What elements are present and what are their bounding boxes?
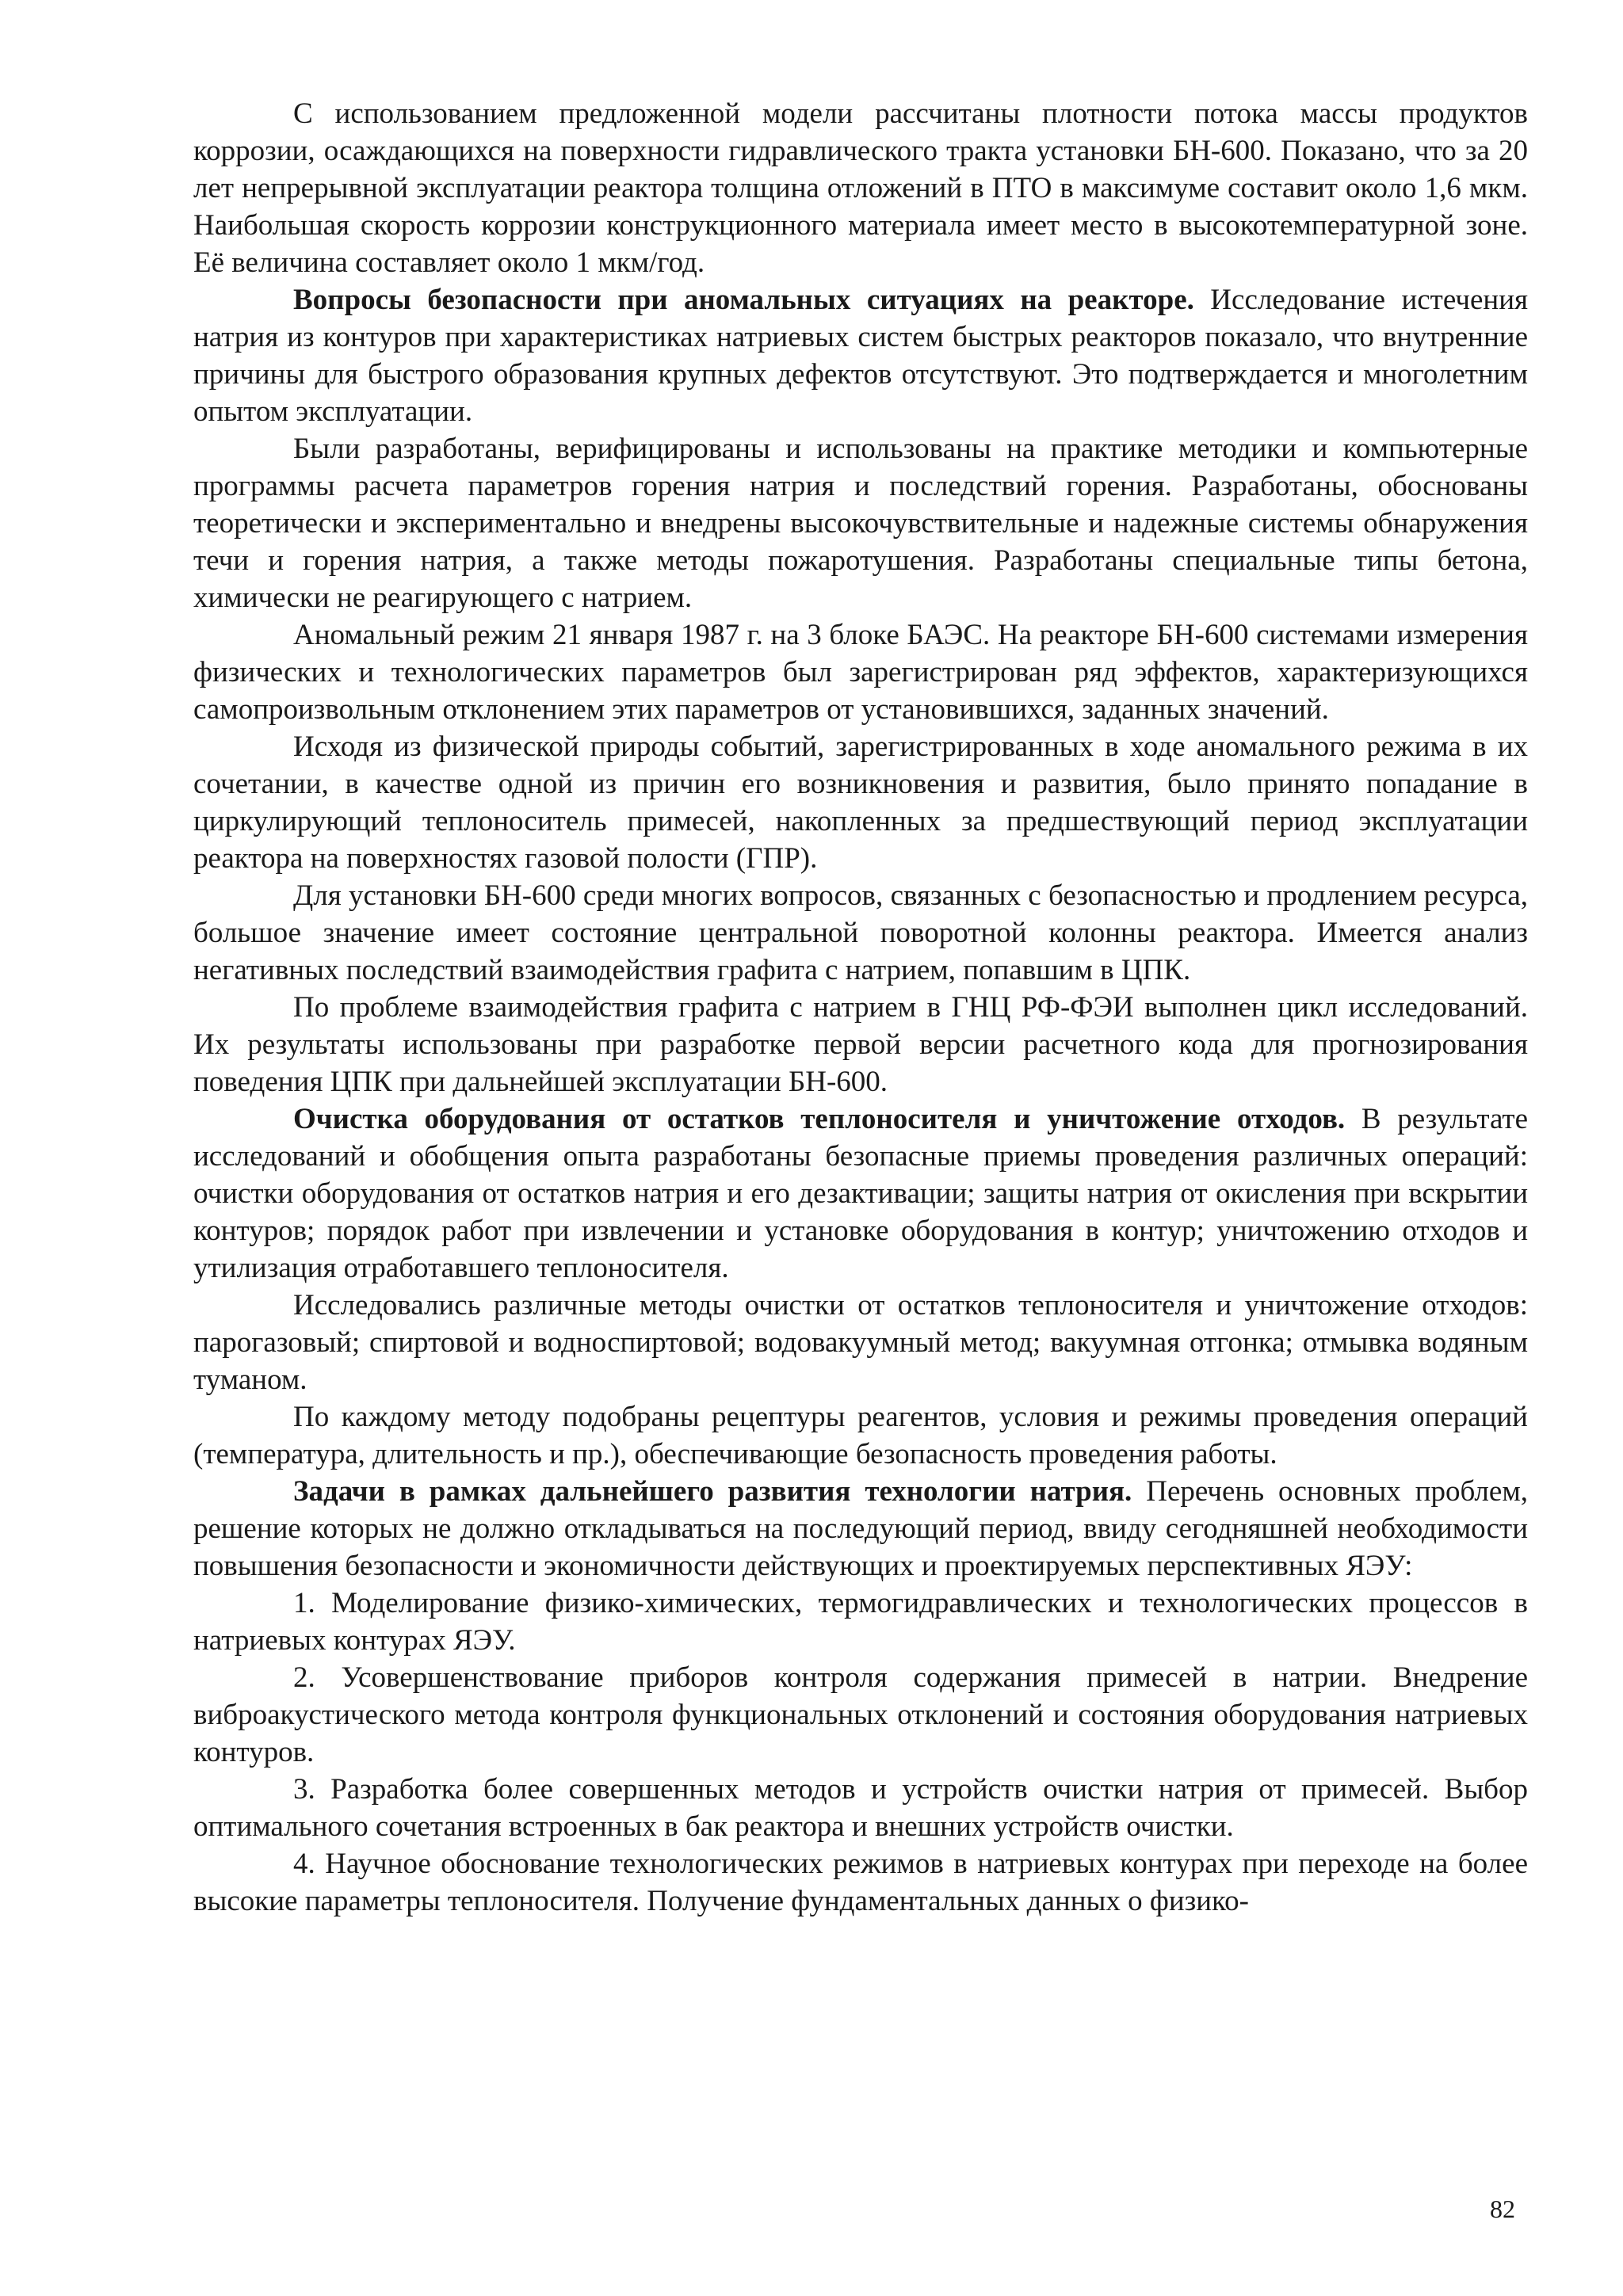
paragraph-text: 2. Усовершенствование приборов контроля содержания примесей в натрии. Внедрение виброакустического метода контроля функциональных отклонений и состояния оборудования натриевых контуров.	[193, 1661, 1528, 1768]
paragraph-text: 3. Разработка более совершенных методов и устройств очистки натрия от примесей. Выбор оптимального сочетания встроенных в бак реактора и внешних устройств очистки.	[193, 1773, 1528, 1843]
paragraph-text: Исследовались различные методы очистки от остатков теплоносителя и уничтожение отходов: парогазовый; спиртовой и водноспиртовой; водовакуумный метод; вакуумная отгонка; отмывка водяным туманом.	[193, 1289, 1528, 1396]
paragraph	[193, 616, 1528, 728]
paragraph-text: Исходя из физической природы событий, зарегистрированных в ходе аномального режима в их сочетании, в качестве одной из причин его возникновения и развития, было принято попадание в циркулирующий теплоноситель примесей, накопленных за предшествующий период эксплуатации реактора на поверхностях газовой полости (ГПР).	[193, 730, 1528, 875]
paragraph	[193, 1100, 1528, 1287]
paragraph-text: 4. Научное обоснование технологических режимов в натриевых контурах при переходе на более высокие параметры теплоносителя. Получение фундаментальных данных о физико-	[193, 1848, 1528, 1917]
paragraph	[193, 1398, 1528, 1473]
paragraph	[193, 95, 1528, 281]
paragraph-text: Были разработаны, верифицированы и использованы на практике методики и компьютерные программы расчета параметров горения натрия и последствий горения. Разработаны, обоснованы теоретически и экспериментально и внедрены высокочувствительные и надежные системы обнаружения течи и горения натрия, а также методы пожаротушения. Разработаны специальные типы бетона, химически не реагирующего с натрием.	[193, 433, 1528, 614]
paragraph-lead: Очистка оборудования от остатков теплоносителя и уничтожение отходов.	[293, 1103, 1346, 1135]
paragraph	[193, 989, 1528, 1100]
paragraph-text: По каждому методу подобраны рецептуры реагентов, условия и режимы проведения операций (температура, длительность и пр.), обеспечивающие безопасность проведения работы.	[193, 1401, 1528, 1470]
list-item	[193, 1771, 1528, 1845]
paragraph	[193, 728, 1528, 877]
paragraph-lead: Задачи в рамках дальнейшего развития технологии натрия.	[293, 1475, 1132, 1508]
paragraph-text: Перечень основных проблем, решение которых не должно откладываться на последующий период, ввиду сегодняшней необходимости повышения безопасности и экономичности действующих и проектируемых перспективных ЯЭУ:	[193, 1475, 1528, 1582]
paragraph-text: По проблеме взаимодействия графита с натрием в ГНЦ РФ-ФЭИ выполнен цикл исследований. Их результаты использованы при разработке первой версии расчетного кода для прогнозирования поведения ЦПК при дальнейшей эксплуатации БН-600.	[193, 991, 1528, 1098]
paragraph-text: Исследование истечения натрия из контуров при характеристиках натриевых систем быстрых реакторов показало, что внутренние причины для быстрого образования крупных дефектов отсутствуют. Это подтверждается и многолетним опытом эксплуатации.	[193, 284, 1529, 428]
list-item	[193, 1845, 1528, 1920]
paragraph	[193, 281, 1528, 430]
page-number: 82	[1490, 2195, 1515, 2223]
list-item	[193, 1659, 1528, 1771]
paragraph-text: Для установки БН-600 среди многих вопросов, связанных с безопасностью и продлением ресурса, большое значение имеет состояние центральной поворотной колонны реактора. Имеется анализ негативных последствий взаимодействия графита с натрием, попавшим в ЦПК.	[193, 879, 1528, 986]
paragraph	[193, 1473, 1528, 1585]
document-body	[193, 95, 1528, 1920]
paragraph-text: 1. Моделирование физико-химических, термогидравлических и технологических процессов в натриевых контурах ЯЭУ.	[193, 1587, 1528, 1657]
list-item	[193, 1585, 1528, 1659]
paragraph	[193, 430, 1528, 616]
paragraph	[193, 1287, 1528, 1398]
paragraph-text: С использованием предложенной модели рассчитаны плотности потока массы продуктов коррозии, осаждающихся на поверхности гидравлического тракта установки БН-600. Показано, что за 20 лет непрерывной эксплуатации реактора толщина отложений в ПТО в максимуме составит около 1,6 мкм. Наибольшая скорость коррозии конструкционного материала имеет место в высокотемпературной зоне. Её величина составляет около 1 мкм/год.	[193, 97, 1528, 279]
paragraph-text: В результате исследований и обобщения опыта разработаны безопасные приемы проведения различных операций: очистки оборудования от остатков натрия и его дезактивации; защиты натрия от окисления при вскрытии контуров; порядок работ при извлечении и установке оборудования в контур; уничтожению отходов и утилизация отработавшего теплоносителя.	[193, 1103, 1529, 1284]
paragraph	[193, 877, 1528, 989]
paragraph-text: Аномальный режим 21 января 1987 г. на 3 блоке БАЭС. На реакторе БН-600 системами измерения физических и технологических параметров был зарегистрирован ряд эффектов, характеризующихся самопроизвольным отклонением этих параметров от установившихся, заданных значений.	[193, 619, 1528, 726]
paragraph-lead: Вопросы безопасности при аномальных ситуациях на реакторе.	[293, 284, 1194, 316]
